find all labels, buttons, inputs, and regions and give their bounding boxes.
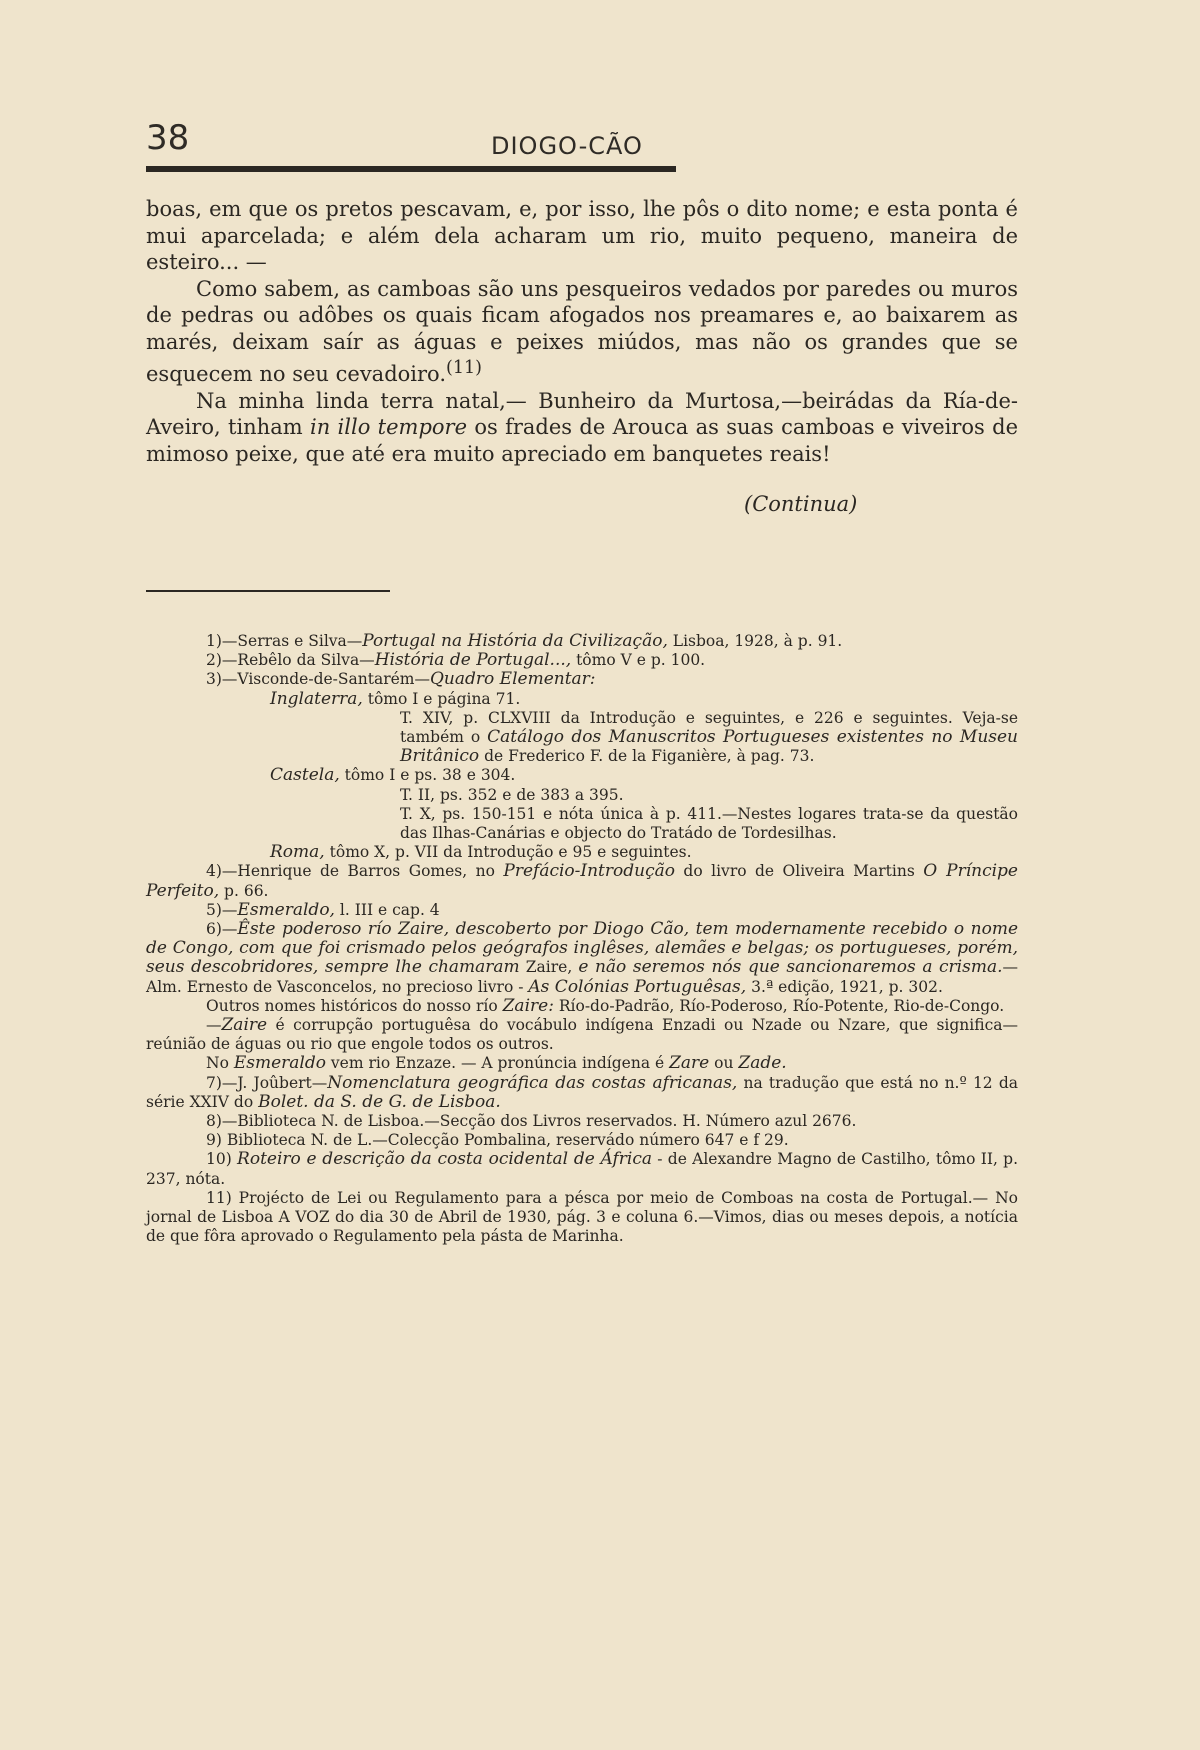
footnote-8: 8)—Biblioteca N. de Lisboa.—Secção dos Livros reservados. H. Número azul 2676. (206, 1112, 857, 1131)
footnote-3-tome-x: T. X, ps. 150-151 e nóta única à p. 411.—Nestes logares trata-se da questão das Ilhas-Canárias e objecto do Tratádo de Tordesilhas. (400, 804, 1018, 843)
page-header (146, 118, 676, 168)
body-paragraph-3: Na minha linda terra natal,— Bunheiro da Murtosa,—beirádas da Ría-de-Aveiro, tinham in illo tempore os frades de Arouca as suas camboas e viveiros de mimoso peixe, que até era muito apreciado em banquetes reais! (146, 388, 1019, 466)
running-title: DIOGO-CÃO (491, 132, 643, 160)
footnote-3-tome-ii: T. II, ps. 352 e de 383 a 395. (400, 785, 624, 804)
footnote-1: 1)—Serras e Silva—Portugal na História da Civilização, Lisboa, 1928, à p. 91. (206, 631, 843, 651)
footnote-9: 9) Biblioteca N. de L.—Colecção Pombalina, reservádo número 647 e f 29. (206, 1131, 789, 1150)
footnote-11: 11) Projécto de Lei ou Regulamento para a pésca por meio de Comboas na costa de Portugal.— No jornal de Lisboa A VOZ do dia 30 de Abril de 1930, pág. 3 e coluna 6.—Vimos, dias ou meses depois, a notícia de que fôra aprovado o Regulamento pela pásta de Marinha. (146, 1188, 1018, 1246)
page-number: 38 (146, 118, 190, 158)
footnote-3-castela: Castela, tômo I e ps. 38 e 304. (270, 765, 516, 786)
body-paragraph-1: boas, em que os pretos pescavam, e, por isso, lhe pôs o dito nome; e esta ponta é mui aparcelada; e além dela acharam um rio, muito pequeno, maneira de esteiro... — (146, 197, 1018, 274)
footnote-ref-11: (11) (446, 358, 482, 378)
footnote-rule (146, 590, 390, 592)
footnote-3-inglaterra: Inglaterra, tômo I e página 71. (270, 688, 521, 709)
continua-note: (Continua) (744, 492, 858, 516)
header-rule (146, 166, 676, 172)
footnotes (146, 632, 1018, 1247)
footnote-6: 6)—Êste poderoso río Zaire, descoberto por Diogo Cão, tem modernamente recebido o nome de Congo, com que foi crismado pelos geógrafos inglêses, alemães e belgas; os portugueses, porém, seus descobridores, sempre lhe chamaram Zaire, e não seremos nós que sancionaremos a crisma.—Alm. Ernesto de Vasconcelos, no precioso livro - As Colónias Portuguêsas, 3.ª edição, 1921, p. 302. (146, 919, 1018, 997)
footnote-2: 2)—Rebêlo da Silva—História de Portugal..., tômo V e p. 100. (206, 650, 706, 671)
footnote-3-tome-xiv: T. XIV, p. CLXVIII da Introdução e seguintes, e 226 e seguintes. Veja-se também o Catálogo dos Manuscritos Portugueses existentes no Museu Britânico de Frederico F. de la Figanière, à pag. 73. (400, 708, 1018, 767)
footnote-5: 5)—Esmeraldo, l. III e cap. 4 (206, 899, 440, 920)
body-paragraph-2: Como sabem, as camboas são uns pesqueiros vedados por paredes ou muros de pedras ou adôbes os quais ficam afogados nos preamares e, ao baixarem as marés, deixam saír as águas e peixes miúdos, mas não os grandes que se esquecem no seu cevadoiro.$^{(11)}$ (146, 276, 1018, 386)
body-text (146, 196, 1018, 467)
footnote-3-roma: Roma, tômo X, p. VII da Introdução e 95 e seguintes. (270, 842, 692, 863)
footnote-6-pronunciation: No Esmeraldo vem rio Enzaze. — A pronúncia indígena é Zare ou Zade. (206, 1053, 787, 1074)
footnote-10: 10) Roteiro e descrição da costa ocidental de África - de Alexandre Magno de Castilho, tômo II, p. 237, nóta. (146, 1149, 1019, 1188)
footnote-3: 3)—Visconde-de-Santarém—Quadro Elementar: (206, 669, 596, 690)
footnote-4: 4)—Henrique de Barros Gomes, no Prefácio-Introdução do livro de Oliveira Martins O Príncipe Perfeito, p. 66. (146, 861, 1018, 901)
footnote-7: 7)—J. Joûbert—Nomenclatura geográfica das costas africanas, na tradução que está no n.º 12 da série XXIV do Bolet. da S. de G. de Lisboa. (146, 1072, 1018, 1112)
footnote-6-other-names: Outros nomes históricos do nosso río Zaire: Río-do-Padrão, Río-Poderoso, Río-Potente, Rio-de-Congo. (206, 995, 1005, 1016)
footnote-6-etymology: —Zaire é corrupção portuguêsa do vocábulo indígena Enzadi ou Nzade ou Nzare, que significa—reúnião de águas ou rio que engole todos os outros. (146, 1015, 1018, 1054)
